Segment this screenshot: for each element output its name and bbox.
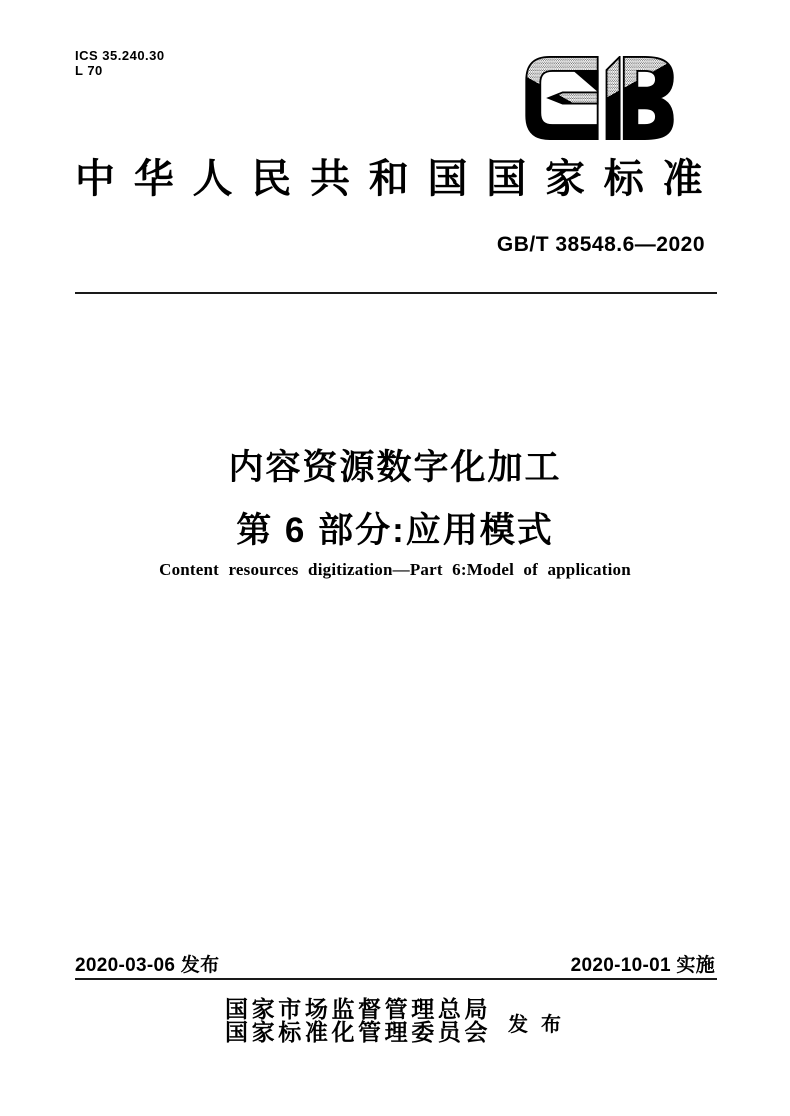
gb-logo-graphic — [521, 56, 679, 140]
issuer-row — [75, 998, 715, 1044]
issue-date: 2020-03-06 发布 — [75, 955, 220, 976]
standard-number: GB/T 38548.6—2020 — [496, 233, 705, 256]
english-title: Content resources digitization—Part 6:Model of application — [159, 560, 631, 579]
national-standard-title: 中华人民共和国国家标准 — [75, 156, 716, 201]
classification-code: L 70 — [75, 63, 103, 78]
issuer-line-1: 国家市场监督管理总局 — [225, 997, 491, 1022]
document-title-line1: 内容资源数字化加工 — [228, 448, 562, 487]
ics-code: ICS 35.240.30 — [75, 48, 165, 63]
gb-logo — [521, 56, 679, 140]
header-divider-line — [75, 292, 717, 294]
dates-row — [75, 950, 715, 977]
document-title — [0, 440, 790, 553]
implement-date: 2020-10-01 实施 — [570, 955, 715, 976]
issuer-line-2: 国家标准化管理委员会 — [225, 1020, 491, 1045]
publish-label: 发 布 — [508, 1013, 565, 1036]
ics-block — [75, 48, 165, 78]
document-title-line2: 第 6 部分:应用模式 — [236, 511, 554, 550]
issuer-names — [225, 998, 491, 1044]
footer-divider-line — [75, 978, 717, 980]
